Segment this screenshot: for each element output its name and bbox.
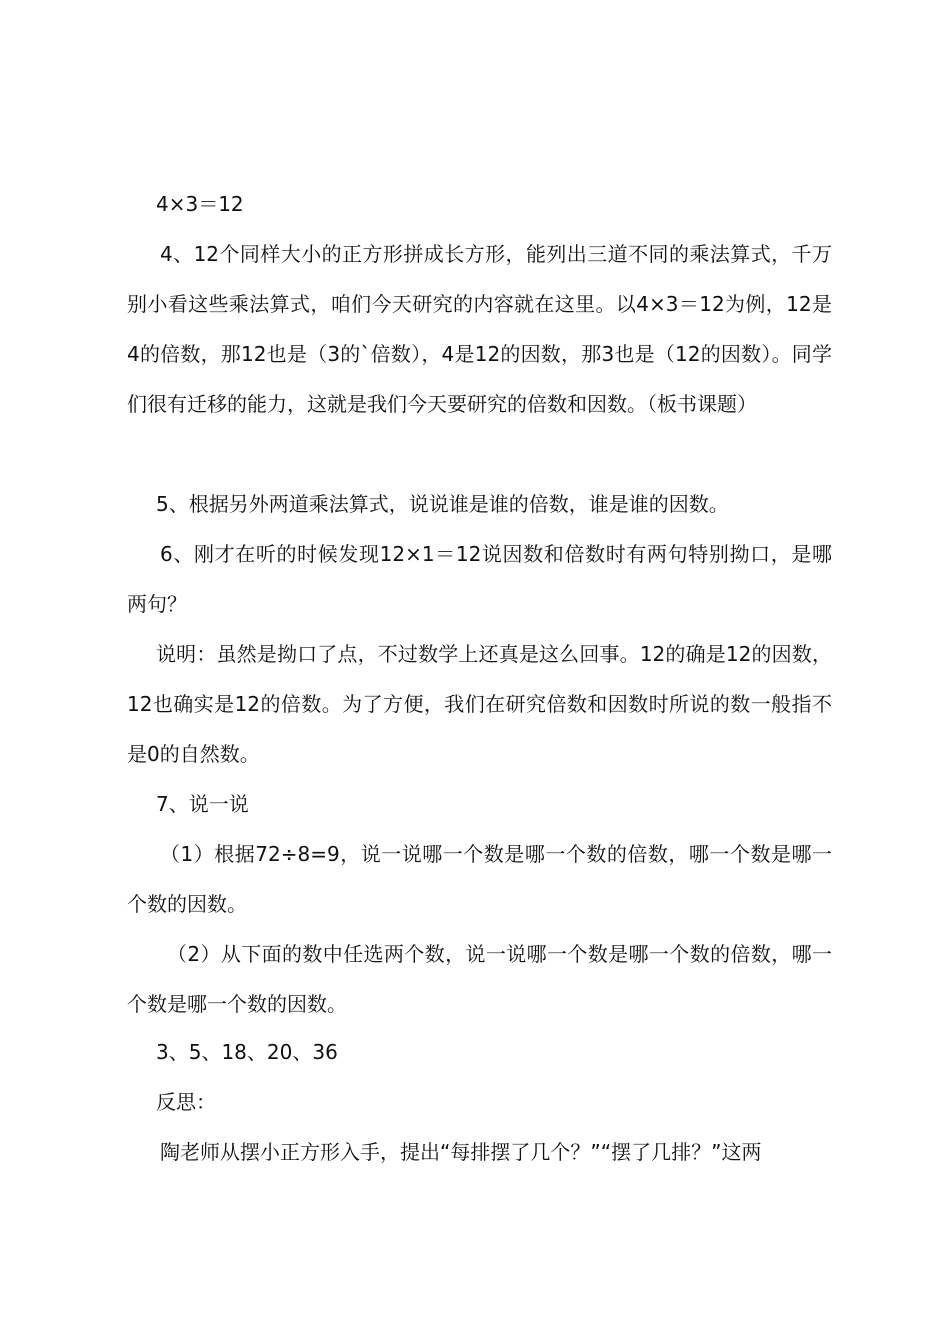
equation-line: 4×3＝12 [156, 192, 244, 216]
exercise-2: （2）从下面的数中任选两个数，说一说哪一个数是哪一个数的倍数，哪一个数是哪一个数的因数。 [127, 942, 832, 1016]
paragraph-explanation: 说明：虽然是拗口了点，不过数学上还真是这么回事。12的确是12的因数，12也确实是12的倍数。为了方便，我们在研究倍数和因数时所说的数一般指不是0的自然数。 [127, 642, 832, 766]
paragraph-6: 6、刚才在听的时候发现12×1＝12说因数和倍数时有两句特别拗口，是哪两句？ [127, 542, 832, 616]
paragraph-7-heading: 7、说一说 [156, 792, 249, 816]
reflection-paragraph: 陶老师从摆小正方形入手，提出“每排摆了几个？”“摆了几排？”这两 [160, 1140, 762, 1164]
exercise-1: （1）根据72÷8=9，说一说哪一个数是哪一个数的倍数，哪一个数是哪一个数的因数。 [127, 842, 832, 916]
reflection-heading: 反思： [156, 1090, 216, 1114]
paragraph-4: 4、12个同样大小的正方形拼成长方形，能列出三道不同的乘法算式，千万别小看这些乘法算式，咱们今天研究的内容就在这里。以4×3＝12为例，12是4的倍数，那12也是（3的`倍数），4是12的因数，那3也是（12的因数）。同学们很有迁移的能力，这就是我们今天要研究的倍数和因数。（板书课题） [127, 242, 832, 416]
paragraph-5: 5、根据另外两道乘法算式，说说谁是谁的倍数，谁是谁的因数。 [156, 492, 729, 516]
number-list: 3、5、18、20、36 [156, 1040, 338, 1064]
